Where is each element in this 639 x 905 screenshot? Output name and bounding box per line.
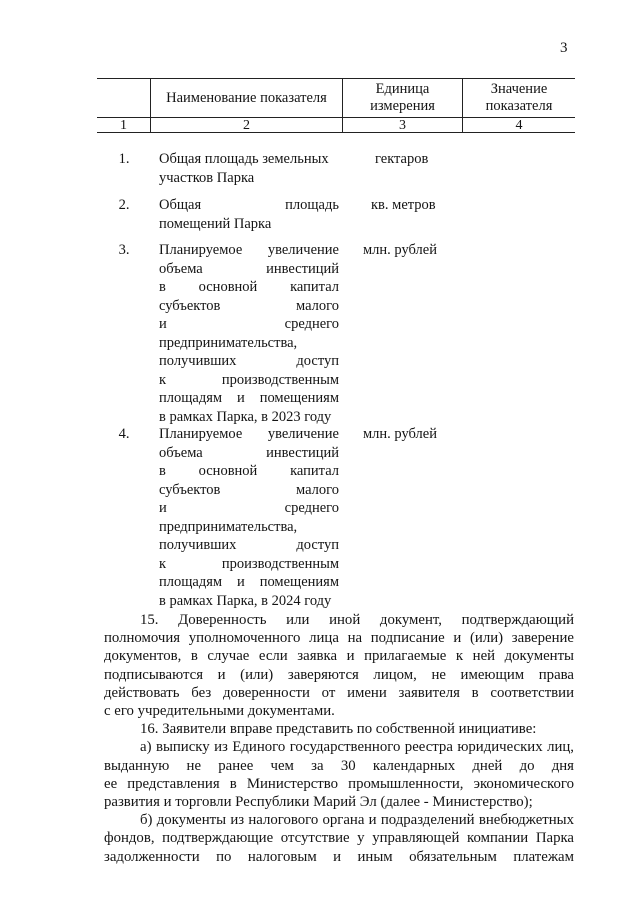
row-name-line: предпринимательства, [159, 518, 298, 535]
row-name-line: объема инвестиций [159, 260, 339, 277]
page-number: 3 [560, 40, 568, 56]
row-name-line: предпринимательства, [159, 334, 298, 351]
paragraph-line: а) выписку из Единого государственного реестра юридических лиц, [140, 739, 574, 756]
paragraph-line: б) документы из налогового органа и подразделений внебюджетных [140, 812, 574, 829]
paragraph-15 [104, 611, 574, 720]
row-name-line: в рамках Парка, в 2024 году [159, 592, 332, 609]
paragraph-line: полномочия уполномоченного лица на подписание и (или) заверение [104, 630, 574, 647]
header-text: показателя [485, 98, 553, 114]
row-number: 2. [118, 197, 130, 213]
indicators-table-header [97, 78, 575, 133]
paragraph-line: действовать без доверенности от имени заявителя в соответствии [104, 684, 574, 701]
row-name-line: к производственным [159, 555, 339, 572]
row-name-line: в основной капитал [159, 463, 339, 479]
paragraph-16a [104, 738, 574, 811]
document-body [104, 611, 574, 866]
row-indicator-name [159, 241, 339, 426]
row-name-line: в рамках Парка, в 2023 году [159, 408, 332, 425]
header-cell-unit [343, 79, 463, 118]
paragraph-line: документов, в случае если заявка и прилагаемые к ней документы [104, 648, 574, 665]
paragraph-line: с его учредительными документами. [104, 703, 335, 720]
row-indicator-name [159, 196, 339, 233]
paragraph-line: подписываются и (или) заверяются лицом, не имеющим права [104, 666, 574, 683]
row-unit: гектаров [375, 151, 429, 167]
header-cell-indicator-name [151, 79, 343, 118]
row-name-line: субъектов малого [159, 481, 339, 498]
row-name-line: и среднего [159, 316, 339, 332]
row-name-line: площадям и помещениям [159, 574, 339, 590]
paragraph-line: фондов, подтверждающие отсутствие у управляющей компании Парка [104, 830, 574, 847]
row-unit: млн. рублей [363, 242, 437, 258]
row-name-line: объема инвестиций [159, 444, 339, 461]
column-number-row [97, 118, 575, 133]
row-name-line: получивших доступ [159, 537, 339, 553]
row-number: 1. [118, 151, 130, 167]
column-number: 2 [151, 118, 343, 133]
row-number: 3. [118, 242, 130, 258]
paragraph-line: выданную не ранее чем за 30 календарных дней до дня [104, 757, 574, 774]
row-name-line: субъектов малого [159, 297, 339, 314]
header-text: Наименование показателя [166, 89, 327, 106]
paragraph-line: ее представления в Министерство промышленности, экономического [104, 775, 574, 792]
row-indicator-name [159, 425, 339, 610]
header-cell-value [463, 79, 576, 118]
paragraph-16b [104, 811, 574, 866]
row-indicator-name [159, 150, 339, 187]
row-name-line: и среднего [159, 500, 339, 516]
row-name-line: Планируемое увеличение [159, 242, 339, 258]
row-name-line: к производственным [159, 371, 339, 388]
paragraph-16 [104, 720, 574, 738]
paragraph-line: развития и торговли Республики Марий Эл (далее - Министерство); [104, 794, 533, 811]
row-name-line: в основной капитал [159, 279, 339, 295]
row-name-line: Планируемое увеличение [159, 426, 339, 442]
paragraph-line: задолженности по налоговым и иным обязательным платежам [104, 848, 574, 865]
row-name-line: площадям и помещениям [159, 390, 339, 406]
paragraph-line: 16. Заявители вправе представить по собственной инициативе: [140, 721, 537, 738]
row-name-line: Общая площадь земельных [159, 151, 329, 167]
row-number: 4. [118, 426, 130, 442]
row-name-line: Общая площадь [159, 197, 339, 213]
paragraph-line: 15. Доверенность или иной документ, подтверждающий [140, 612, 574, 628]
header-text: измерения [370, 98, 435, 114]
header-text: Единица [375, 81, 430, 97]
header-text: Значение [490, 81, 548, 97]
header-cell-number [97, 79, 151, 118]
row-name-line: получивших доступ [159, 353, 339, 369]
row-name-line: помещений Парка [159, 215, 272, 232]
column-number: 1 [97, 118, 151, 133]
row-name-line: участков Парка [159, 169, 255, 186]
table-header-row [97, 79, 575, 118]
column-number: 3 [343, 118, 463, 133]
row-unit: кв. метров [371, 197, 436, 213]
column-number: 4 [463, 118, 576, 133]
row-unit: млн. рублей [363, 426, 437, 442]
